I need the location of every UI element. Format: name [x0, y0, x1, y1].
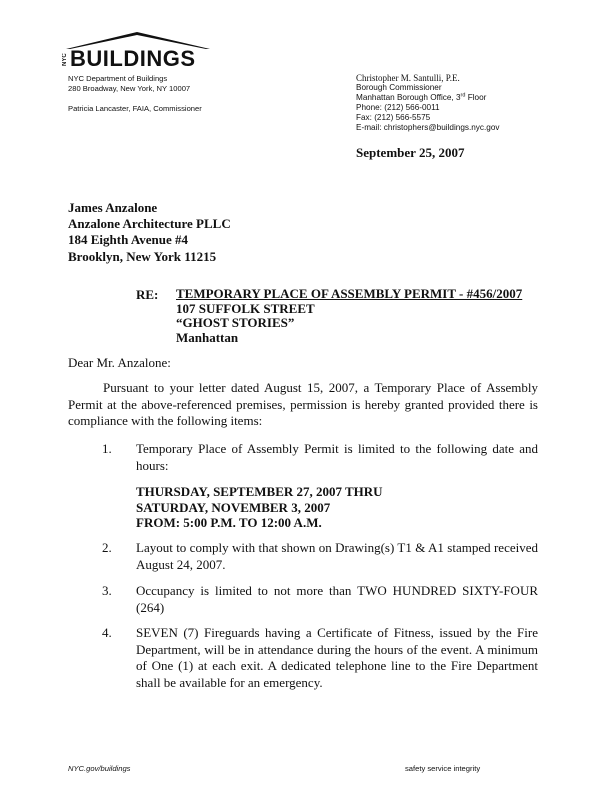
item-2-number: 2.: [102, 540, 112, 555]
hours-time: FROM: 5:00 P.M. TO 12:00 A.M.: [136, 515, 322, 530]
letterhead-left: [68, 74, 202, 114]
item-1-text: Temporary Place of Assembly Permit is limited to the following date and hours:: [136, 441, 538, 473]
item-4-number: 4.: [102, 625, 112, 640]
item-3-text: Occupancy is limited to not more than TWO HUNDRED SIXTY-FOUR (264): [136, 583, 538, 615]
re-event-name: “GHOST STORIES”: [176, 315, 295, 331]
re-address: 107 SUFFOLK STREET: [176, 300, 315, 316]
recipient-city: Brooklyn, New York 11215: [68, 248, 217, 264]
letterhead-right: [356, 73, 499, 133]
logo-nyc-text: NYC: [62, 53, 68, 67]
item-4-text: SEVEN (7) Fireguards having a Certificate of Fitness, issued by the Fire Department, will be in attendance during the hours of the event. A minimum of One (1) at each exit. A dedicated telephone line to the Fire Department shall be available for an emergency.: [136, 625, 538, 690]
salutation: Dear Mr. Anzalone:: [68, 355, 171, 370]
email-address: E-mail: christophers@buildings.nyc.gov: [356, 123, 500, 132]
department-name: NYC Department of Buildings: [68, 74, 168, 83]
borough-commissioner-name: Christopher M. Santulli, P.E.: [356, 73, 460, 83]
borough-office: Manhattan Borough Office, 3rd Floor: [356, 92, 487, 102]
recipient-street: 184 Eighth Avenue #4: [68, 232, 189, 248]
item-3-number: 3.: [102, 583, 112, 598]
borough-commissioner-title: Borough Commissioner: [356, 83, 442, 92]
logo-buildings-text: BUILDINGS: [70, 46, 196, 71]
intro-paragraph: Pursuant to your letter dated August 15, 2007, a Temporary Place of Assembly Permit at the above-referenced premises, permission is hereby granted provided there is compliance with the following items:: [68, 380, 538, 428]
re-borough: Manhattan: [176, 329, 239, 345]
commissioner-name: Patricia Lancaster, FAIA, Commissioner: [68, 104, 202, 113]
permit-hours: [136, 484, 383, 531]
footer-website: NYC.gov/buildings: [68, 764, 131, 773]
letter-date: September 25, 2007: [356, 145, 465, 160]
recipient-name: James Anzalone: [68, 200, 158, 215]
recipient-address: [68, 200, 231, 265]
phone-number: Phone: (212) 566-0011: [356, 103, 440, 112]
item-1-number: 1.: [102, 441, 112, 456]
re-label: RE:: [136, 287, 159, 302]
recipient-company: Anzalone Architecture PLLC: [68, 216, 231, 232]
department-address: 280 Broadway, New York, NY 10007: [68, 84, 191, 93]
hours-start: THURSDAY, SEPTEMBER 27, 2007 THRU: [136, 484, 383, 499]
nyc-buildings-logo: [62, 30, 212, 72]
fax-number: Fax: (212) 566-5575: [356, 113, 431, 122]
footer-tagline: safety service integrity: [405, 764, 481, 773]
re-title: TEMPORARY PLACE OF ASSEMBLY PERMIT - #456/2007: [176, 286, 523, 301]
hours-end: SATURDAY, NOVEMBER 3, 2007: [136, 499, 331, 515]
item-2-text: Layout to comply with that shown on Drawing(s) T1 & A1 stamped received August 24, 2007.: [136, 540, 538, 572]
re-block: [176, 287, 522, 345]
